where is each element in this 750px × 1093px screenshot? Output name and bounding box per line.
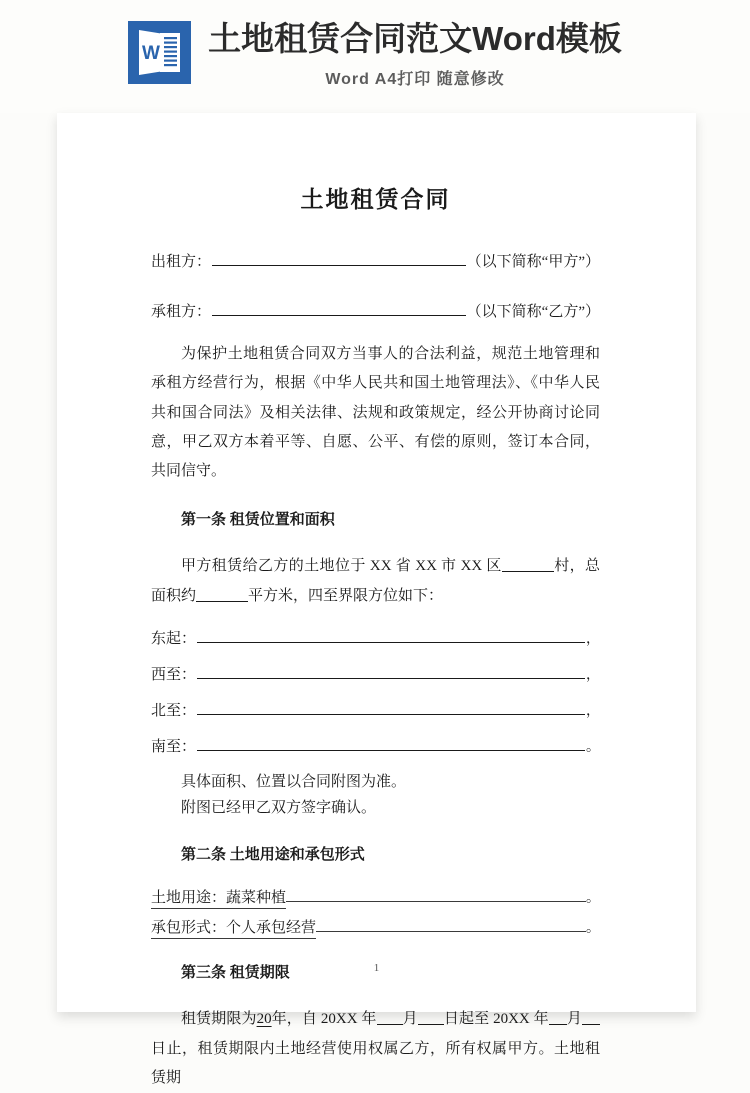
boundary-west-blank-field[interactable] <box>197 665 585 679</box>
boundary-west-punct: ， <box>586 667 600 683</box>
banner-text <box>208 18 622 89</box>
contract-form-value[interactable]: 个人承包经营 <box>226 921 316 939</box>
lessor-alias: （以下简称“甲方”） <box>466 254 600 270</box>
boundary-west-label: 西至： <box>151 666 197 683</box>
banner-inner <box>128 18 622 89</box>
land-use-punct: 。 <box>586 891 600 907</box>
clause-3-text-a: 租赁期限为 <box>181 1011 257 1028</box>
start-month-blank-field[interactable] <box>377 1011 403 1025</box>
end-day-blank-field[interactable] <box>582 1011 600 1025</box>
document-page <box>57 113 696 1086</box>
boundary-south-blank-field[interactable] <box>197 737 585 751</box>
promo-banner <box>0 0 750 113</box>
land-use-label: 土地用途： <box>151 891 226 909</box>
clause-3-text-d: 日起至 20XX 年 <box>443 1011 549 1028</box>
contract-form-blank-field[interactable] <box>316 917 586 932</box>
contract-form-label: 承包形式： <box>151 921 226 939</box>
lessee-alias: （以下简称“乙方”） <box>466 304 600 320</box>
clause-1-text-c: 平方米，四至界限方位如下： <box>248 587 444 604</box>
boundary-east-punct: ， <box>586 631 600 647</box>
start-day-blank-field[interactable] <box>418 1011 444 1025</box>
document-title: 土地租赁合同 <box>300 187 451 212</box>
boundary-east-label: 东起： <box>151 630 197 647</box>
clause-3-heading: 第三条 租赁期限 <box>181 965 290 982</box>
boundary-north-label: 北至： <box>151 702 197 719</box>
boundary-south-label: 南至： <box>151 738 197 755</box>
land-use-blank-field[interactable] <box>286 887 586 902</box>
clause-1-text-b: 村，总面积约 <box>151 558 600 604</box>
clause-3-term-paragraph <box>151 1005 600 1093</box>
boundary-line-south <box>151 737 600 755</box>
svg-text:W: W <box>142 43 161 64</box>
clause-3-text-e: 月 <box>566 1011 582 1028</box>
word-document-icon <box>128 21 191 84</box>
boundary-south-punct: 。 <box>586 739 600 755</box>
lessee-label: 承租方： <box>151 304 212 320</box>
page-number: 1 <box>373 962 380 974</box>
preamble-paragraph: 为保护土地租赁合同双方当事人的合法利益，规范土地管理和承租方经营行为，根据《中华人民共和国土地管理法》、《中华人民共和国合同法》及相关法律、法规和政策规定，经公开协商讨论同意，甲乙双方本着平等、自愿、公平、有偿的原则，签订本合同，共同信守。 <box>151 346 600 479</box>
banner-subtitle: Word A4打印 随意修改 <box>325 71 505 89</box>
party-line-lessor <box>151 252 600 270</box>
banner-title: 土地租赁合同范文Word模板 <box>208 20 622 57</box>
boundary-line-west <box>151 665 600 683</box>
land-use-field-line <box>151 887 600 909</box>
clause-1-note-1: 具体面积、位置以合同附图为准。 <box>181 773 407 790</box>
lessor-label: 出租方： <box>151 254 212 270</box>
village-blank-field[interactable] <box>502 558 554 572</box>
boundary-north-blank-field[interactable] <box>197 701 585 715</box>
end-month-blank-field[interactable] <box>549 1011 567 1025</box>
boundary-east-blank-field[interactable] <box>197 629 585 643</box>
boundary-line-east <box>151 629 600 647</box>
clause-1-note-2: 附图已经甲乙双方签字确认。 <box>181 800 377 816</box>
area-blank-field[interactable] <box>196 588 248 602</box>
clause-1-heading: 第一条 租赁位置和面积 <box>181 512 335 529</box>
clause-1-text-a: 甲方租赁给乙方的土地位于 XX 省 XX 市 XX 区 <box>181 558 502 575</box>
contract-form-field-line <box>151 917 600 939</box>
lessee-blank-field[interactable] <box>212 302 466 316</box>
contract-form-punct: 。 <box>586 921 600 937</box>
document-body <box>151 181 600 1093</box>
clause-1-location-paragraph <box>151 552 600 611</box>
clause-2-heading: 第二条 土地用途和承包形式 <box>181 847 365 864</box>
clause-3-text-b: 年，自 20XX 年 <box>271 1011 377 1028</box>
boundary-line-north <box>151 701 600 719</box>
party-line-lessee <box>151 302 600 320</box>
land-use-value[interactable]: 蔬菜种植 <box>226 891 286 909</box>
term-years-value[interactable]: 20 <box>256 1011 272 1028</box>
clause-3-text-f: 日止，租赁期限内土地经营使用权属乙方，所有权属甲方。土地租赁期 <box>151 1040 600 1086</box>
clause-3-text-c: 月 <box>402 1011 418 1028</box>
lessor-blank-field[interactable] <box>212 252 466 266</box>
boundary-north-punct: ， <box>586 703 600 719</box>
